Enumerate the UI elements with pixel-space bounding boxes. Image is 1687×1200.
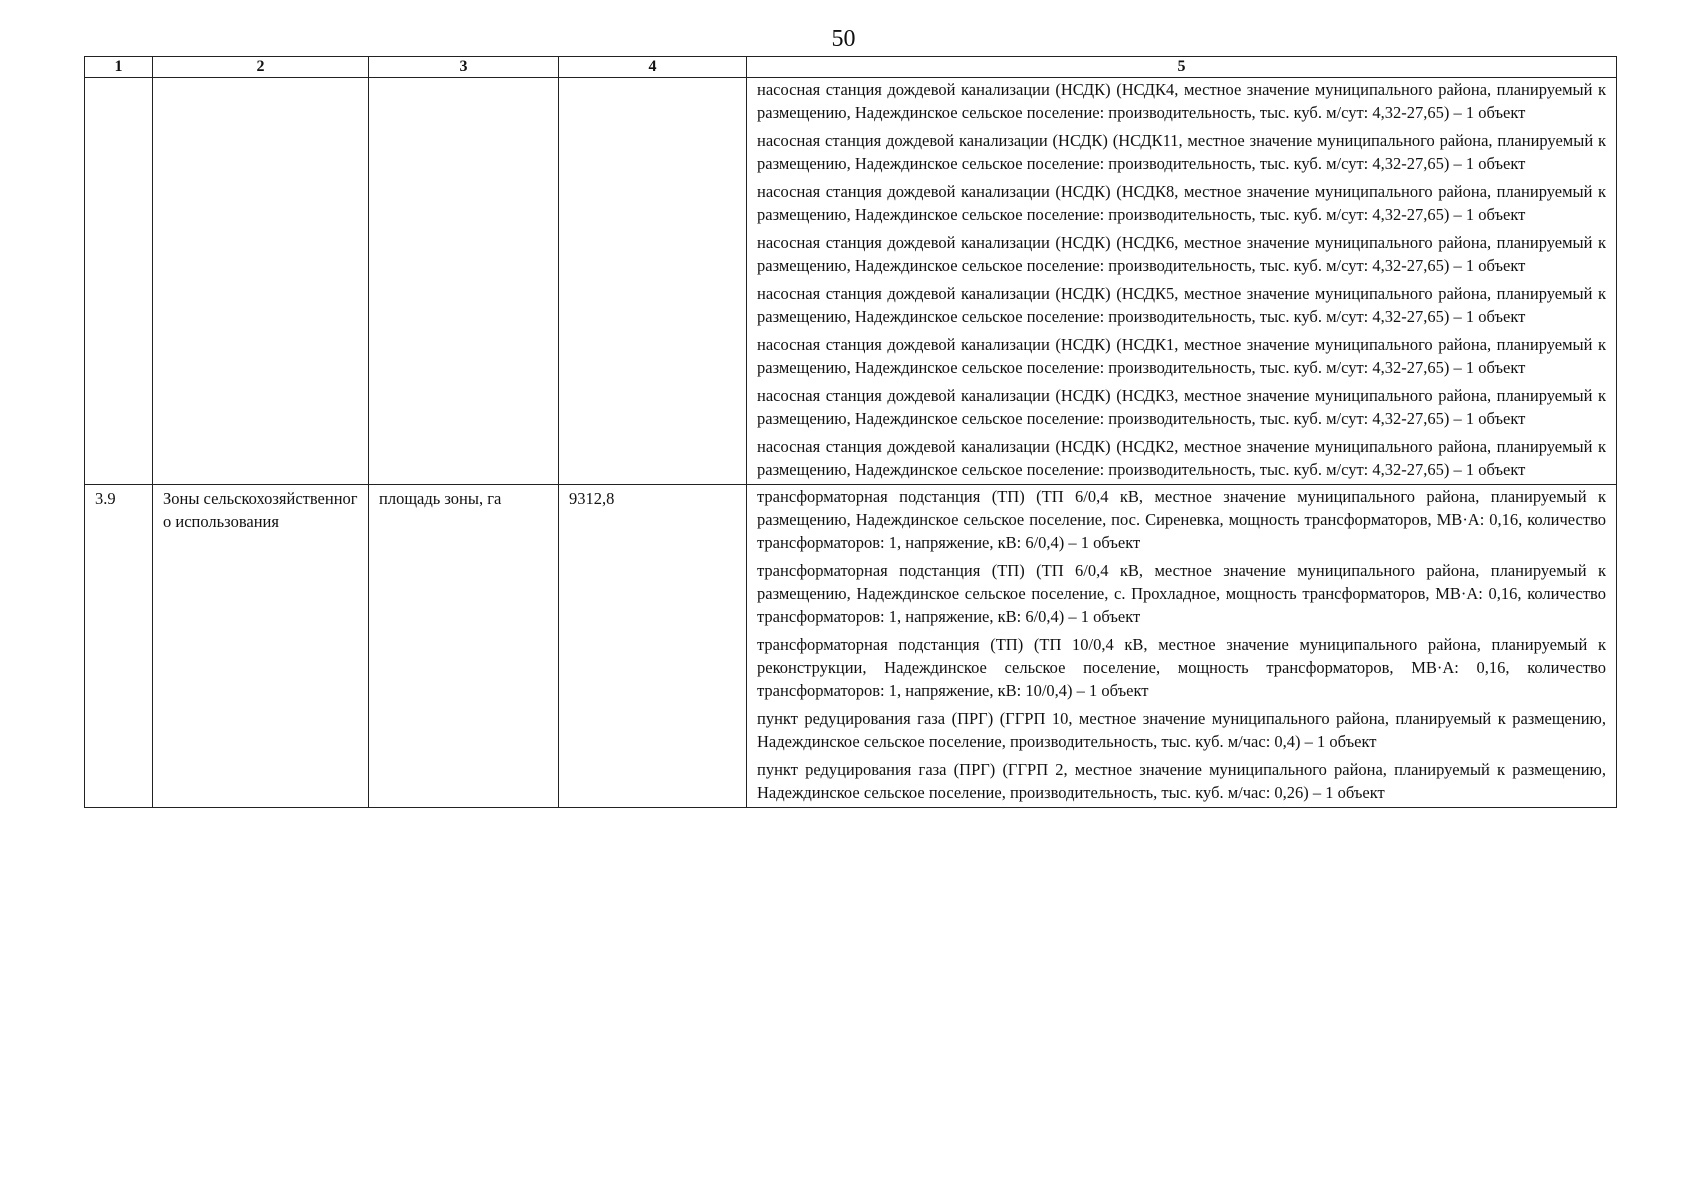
object-entry: трансформаторная подстанция (ТП) (ТП 6/0,4 кВ, местное значение муниципального района, планируемый к размещению, Надеждинское сельское поселение, пос. Сиреневка, мощность трансформаторов, МВ·А: 0,16, количество трансформаторов: 1, напряжение, кВ: 6/0,4) – 1 объект [757, 487, 1606, 552]
zone-name: Зоны сельскохозяйственног о использования [163, 489, 358, 531]
indicator-name: площадь зоны, га [379, 489, 502, 508]
header-col-3: 3 [369, 57, 559, 78]
header-col-4: 4 [559, 57, 747, 78]
row-number [95, 78, 142, 80]
object-entry: насосная станция дождевой канализации (НСДК) (НСДК11, местное значение муниципального района, планируемый к размещению, Надеждинское сельское поселение: производительность, тыс. куб. м/сут: 4,32-27,65) – 1 объект [757, 131, 1606, 173]
object-entry: пункт редуцирования газа (ПРГ) (ГГРП 2, местное значение муниципального района, планируемый к размещению, Надеждинское сельское поселение, производительность, тыс. куб. м/час: 0,26) – 1 объект [757, 760, 1606, 802]
header-col-5: 5 [747, 57, 1617, 78]
table-row [85, 78, 1617, 485]
indicator-cell [369, 78, 559, 485]
planning-table [84, 56, 1617, 808]
object-entry: трансформаторная подстанция (ТП) (ТП 6/0,4 кВ, местное значение муниципального района, планируемый к размещению, Надеждинское сельское поселение, с. Прохладное, мощность трансформаторов, МВ·А: 0,16, количество трансформаторов: 1, напряжение, кВ: 6/0,4) – 1 объект [757, 561, 1606, 626]
objects-cell [747, 485, 1617, 808]
object-entry: насосная станция дождевой канализации (НСДК) (НСДК1, местное значение муниципального района, планируемый к размещению, Надеждинское сельское поселение: производительность, тыс. куб. м/сут: 4,32-27,65) – 1 объект [757, 335, 1606, 377]
zone-name [163, 78, 358, 80]
header-col-1: 1 [85, 57, 153, 78]
row-number-cell [85, 78, 153, 485]
object-entry: насосная станция дождевой канализации (НСДК) (НСДК6, местное значение муниципального района, планируемый к размещению, Надеждинское сельское поселение: производительность, тыс. куб. м/сут: 4,32-27,65) – 1 объект [757, 233, 1606, 275]
value-cell [559, 485, 747, 808]
header-row [85, 57, 1617, 78]
row-number-cell [85, 485, 153, 808]
indicator-name [379, 78, 548, 80]
indicator-value [569, 78, 736, 80]
page-number: 50 [831, 26, 856, 52]
object-entry: насосная станция дождевой канализации (НСДК) (НСДК2, местное значение муниципального района, планируемый к размещению, Надеждинское сельское поселение: производительность, тыс. куб. м/сут: 4,32-27,65) – 1 объект [757, 437, 1606, 479]
object-entry: трансформаторная подстанция (ТП) (ТП 10/0,4 кВ, местное значение муниципального района, планируемый к реконструкции, Надеждинское сельское поселение, мощность трансформаторов, МВ·А: 0,16, количество трансформаторов: 1, напряжение, кВ: 10/0,4) – 1 объект [757, 635, 1606, 700]
indicator-value: 9312,8 [569, 489, 615, 508]
objects-cell [747, 78, 1617, 485]
object-entry: пункт редуцирования газа (ПРГ) (ГГРП 10, местное значение муниципального района, планируемый к размещению, Надеждинское сельское поселение, производительность, тыс. куб. м/час: 0,4) – 1 объект [757, 709, 1606, 751]
object-entry: насосная станция дождевой канализации (НСДК) (НСДК3, местное значение муниципального района, планируемый к размещению, Надеждинское сельское поселение: производительность, тыс. куб. м/сут: 4,32-27,65) – 1 объект [757, 386, 1606, 428]
value-cell [559, 78, 747, 485]
indicator-cell [369, 485, 559, 808]
table-row [85, 485, 1617, 808]
row-number: 3.9 [95, 489, 116, 508]
object-entry: насосная станция дождевой канализации (НСДК) (НСДК5, местное значение муниципального района, планируемый к размещению, Надеждинское сельское поселение: производительность, тыс. куб. м/сут: 4,32-27,65) – 1 объект [757, 284, 1606, 326]
zone-name-cell [153, 485, 369, 808]
object-entry: насосная станция дождевой канализации (НСДК) (НСДК4, местное значение муниципального района, планируемый к размещению, Надеждинское сельское поселение: производительность, тыс. куб. м/сут: 4,32-27,65) – 1 объект [757, 80, 1606, 122]
zone-name-cell [153, 78, 369, 485]
object-entry: насосная станция дождевой канализации (НСДК) (НСДК8, местное значение муниципального района, планируемый к размещению, Надеждинское сельское поселение: производительность, тыс. куб. м/сут: 4,32-27,65) – 1 объект [757, 182, 1606, 224]
header-col-2: 2 [153, 57, 369, 78]
